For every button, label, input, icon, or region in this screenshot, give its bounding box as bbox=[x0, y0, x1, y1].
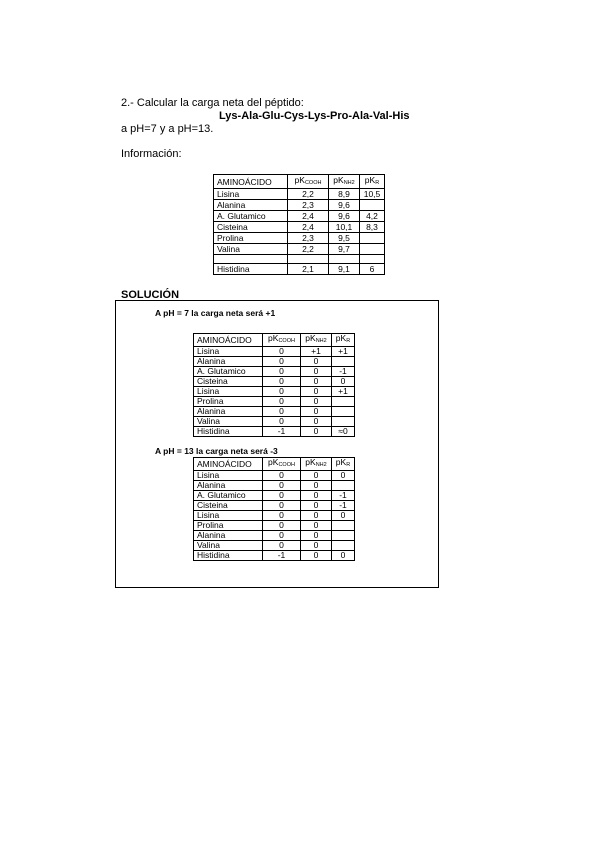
pk-cooh-cell: 2,2 bbox=[288, 244, 329, 255]
pk-nh2-cell: 8,9 bbox=[329, 189, 360, 200]
pk-nh2-cell: 0 bbox=[301, 521, 332, 531]
header-pk-cooh: $pK_{COOH}$ bbox=[263, 334, 301, 347]
pk-r-cell: 0 bbox=[332, 551, 355, 561]
pk-cooh-cell: 2,3 bbox=[288, 200, 329, 211]
pk-nh2-cell: 0 bbox=[301, 367, 332, 377]
question-line: 2.- Calcular la carga neta del péptido: bbox=[121, 97, 304, 109]
table-row bbox=[194, 541, 355, 551]
pk-cooh-cell: 0 bbox=[263, 407, 301, 417]
solution-heading: SOLUCIÓN bbox=[121, 289, 180, 301]
pk-r-cell: +1 bbox=[332, 347, 355, 357]
ph7-table bbox=[193, 333, 355, 437]
aminoacid-cell: A. Glutamico bbox=[194, 491, 263, 501]
pk-cooh-cell: 0 bbox=[263, 347, 301, 357]
header-pk-nh2: $pK_{NH2}$ bbox=[329, 175, 360, 189]
aminoacid-cell: Cisteina bbox=[194, 501, 263, 511]
pk-r-cell: 6 bbox=[360, 264, 385, 275]
table-row bbox=[194, 357, 355, 367]
pk-nh2-cell: 9,1 bbox=[329, 264, 360, 275]
aminoacid-cell: A. Glutamico bbox=[194, 367, 263, 377]
pk-cooh-cell: 0 bbox=[263, 357, 301, 367]
pk-nh2-cell: 9,5 bbox=[329, 233, 360, 244]
pk-nh2-cell: +1 bbox=[301, 347, 332, 357]
table-row bbox=[194, 427, 355, 437]
pk-nh2-cell: 0 bbox=[301, 397, 332, 407]
pk-cooh-cell: 0 bbox=[263, 531, 301, 541]
header-aminoacido: AMINOÁCIDO bbox=[194, 458, 263, 471]
aminoacid-cell: Histidina bbox=[214, 264, 288, 275]
info-table bbox=[213, 174, 385, 275]
pk-cooh-cell: 0 bbox=[263, 397, 301, 407]
pk-nh2-cell: 0 bbox=[301, 417, 332, 427]
header-pk-nh2: $pK_{NH2}$ bbox=[301, 458, 332, 471]
pk-r-cell bbox=[332, 531, 355, 541]
pk-r-cell: 8,3 bbox=[360, 222, 385, 233]
pk-r-cell: 0 bbox=[332, 377, 355, 387]
pk-r-cell bbox=[332, 407, 355, 417]
header-pk-nh2: $pK_{NH2}$ bbox=[301, 334, 332, 347]
pk-r-cell bbox=[332, 541, 355, 551]
pk-r-cell bbox=[332, 417, 355, 427]
table-row bbox=[194, 521, 355, 531]
pk-cooh-cell: 0 bbox=[263, 501, 301, 511]
pk-cooh-cell: 0 bbox=[263, 377, 301, 387]
pk-r-cell bbox=[332, 397, 355, 407]
table-row bbox=[194, 491, 355, 501]
table-row bbox=[214, 189, 385, 200]
aminoacid-cell: Prolina bbox=[214, 233, 288, 244]
header-aminoacido: AMINOÁCIDO bbox=[194, 334, 263, 347]
pk-nh2-cell: 0 bbox=[301, 427, 332, 437]
pk-cooh-cell: 0 bbox=[263, 417, 301, 427]
pk-cooh-cell: 0 bbox=[263, 481, 301, 491]
header-pk-cooh: $pK_{COOH}$ bbox=[263, 458, 301, 471]
table-spacer-row bbox=[214, 255, 385, 264]
pk-r-cell: 0 bbox=[332, 511, 355, 521]
table-row bbox=[194, 417, 355, 427]
aminoacid-cell: Alanina bbox=[214, 200, 288, 211]
aminoacid-cell: A. Glutamico bbox=[214, 211, 288, 222]
aminoacid-cell: Alanina bbox=[194, 407, 263, 417]
ph13-table bbox=[193, 457, 355, 561]
table-row bbox=[214, 200, 385, 211]
pk-cooh-cell: 0 bbox=[263, 471, 301, 481]
aminoacid-cell: Valina bbox=[214, 244, 288, 255]
pk-cooh-cell: 0 bbox=[263, 541, 301, 551]
table-row bbox=[194, 387, 355, 397]
ph13-header-row bbox=[194, 458, 355, 471]
table-row bbox=[194, 481, 355, 491]
aminoacid-cell: Lisina bbox=[194, 387, 263, 397]
pk-nh2-cell: 0 bbox=[301, 511, 332, 521]
header-pk-r: $pK_R$ bbox=[332, 458, 355, 471]
pk-cooh-cell: 2,1 bbox=[288, 264, 329, 275]
pk-nh2-cell: 0 bbox=[301, 387, 332, 397]
aminoacid-cell: Alanina bbox=[194, 357, 263, 367]
pk-nh2-cell: 0 bbox=[301, 531, 332, 541]
header-pk-r: $pK_R$ bbox=[332, 334, 355, 347]
pk-nh2-cell: 0 bbox=[301, 471, 332, 481]
pk-cooh-cell: 2,2 bbox=[288, 189, 329, 200]
table-row bbox=[214, 222, 385, 233]
table-row bbox=[214, 211, 385, 222]
pk-r-cell: -1 bbox=[332, 501, 355, 511]
aminoacid-cell: Prolina bbox=[194, 521, 263, 531]
header-aminoacido: AMINOÁCIDO bbox=[214, 175, 288, 189]
spacer-cell bbox=[214, 255, 288, 264]
table-row bbox=[214, 264, 385, 275]
table-row bbox=[194, 501, 355, 511]
aminoacid-cell: Lisina bbox=[194, 471, 263, 481]
aminoacid-cell: Prolina bbox=[194, 397, 263, 407]
table-row bbox=[194, 511, 355, 521]
pk-cooh-cell: 0 bbox=[263, 387, 301, 397]
table-row bbox=[194, 347, 355, 357]
pk-r-cell bbox=[332, 357, 355, 367]
info-header-row bbox=[214, 175, 385, 189]
aminoacid-cell: Histidina bbox=[194, 427, 263, 437]
pk-cooh-cell: 2,4 bbox=[288, 222, 329, 233]
aminoacid-cell: Alanina bbox=[194, 481, 263, 491]
pk-nh2-cell: 0 bbox=[301, 541, 332, 551]
table-row bbox=[194, 367, 355, 377]
aminoacid-cell: Valina bbox=[194, 417, 263, 427]
pk-cooh-cell: -1 bbox=[263, 427, 301, 437]
header-pk-r: $pK_R$ bbox=[360, 175, 385, 189]
spacer-cell bbox=[329, 255, 360, 264]
pk-nh2-cell: 0 bbox=[301, 377, 332, 387]
pk-nh2-cell: 0 bbox=[301, 491, 332, 501]
question-ph-line: a pH=7 y a pH=13. bbox=[121, 123, 214, 135]
table-row bbox=[214, 244, 385, 255]
aminoacid-cell: Histidina bbox=[194, 551, 263, 561]
pk-r-cell bbox=[332, 481, 355, 491]
aminoacid-cell: Valina bbox=[194, 541, 263, 551]
peptide-sequence: Lys-Ala-Glu-Cys-Lys-Pro-Ala-Val-His bbox=[219, 110, 410, 122]
header-pk-cooh: $pK_{COOH}$ bbox=[288, 175, 329, 189]
pk-nh2-cell: 0 bbox=[301, 551, 332, 561]
aminoacid-cell: Lisina bbox=[214, 189, 288, 200]
pk-nh2-cell: 0 bbox=[301, 501, 332, 511]
pk-r-cell bbox=[332, 521, 355, 531]
pk-nh2-cell: 9,6 bbox=[329, 200, 360, 211]
pk-nh2-cell: 9,7 bbox=[329, 244, 360, 255]
pk-r-cell bbox=[360, 244, 385, 255]
aminoacid-cell: Lisina bbox=[194, 511, 263, 521]
table-row bbox=[214, 233, 385, 244]
pk-r-cell bbox=[360, 200, 385, 211]
aminoacid-cell: Alanina bbox=[194, 531, 263, 541]
pk-nh2-cell: 0 bbox=[301, 357, 332, 367]
pk-r-cell: 10,5 bbox=[360, 189, 385, 200]
pk-r-cell: 4,2 bbox=[360, 211, 385, 222]
table-row bbox=[194, 397, 355, 407]
pk-nh2-cell: 10,1 bbox=[329, 222, 360, 233]
pk-cooh-cell: 2,4 bbox=[288, 211, 329, 222]
table-row bbox=[194, 377, 355, 387]
aminoacid-cell: Cisteina bbox=[194, 377, 263, 387]
pk-r-cell: ≈0 bbox=[332, 427, 355, 437]
pk-nh2-cell: 0 bbox=[301, 407, 332, 417]
aminoacid-cell: Lisina bbox=[194, 347, 263, 357]
pk-nh2-cell: 9,6 bbox=[329, 211, 360, 222]
ph7-header-row bbox=[194, 334, 355, 347]
pk-cooh-cell: 0 bbox=[263, 367, 301, 377]
pk-cooh-cell: -1 bbox=[263, 551, 301, 561]
spacer-cell bbox=[288, 255, 329, 264]
pk-cooh-cell: 2,3 bbox=[288, 233, 329, 244]
aminoacid-cell: Cisteina bbox=[214, 222, 288, 233]
pk-r-cell: 0 bbox=[332, 471, 355, 481]
pk-nh2-cell: 0 bbox=[301, 481, 332, 491]
ph7-title: A pH = 7 la carga neta será +1 bbox=[155, 308, 276, 318]
pk-r-cell bbox=[360, 233, 385, 244]
table-row bbox=[194, 551, 355, 561]
table-row bbox=[194, 407, 355, 417]
table-row bbox=[194, 531, 355, 541]
info-label: Información: bbox=[121, 148, 182, 160]
pk-cooh-cell: 0 bbox=[263, 511, 301, 521]
table-row bbox=[194, 471, 355, 481]
pk-cooh-cell: 0 bbox=[263, 521, 301, 531]
pk-r-cell: -1 bbox=[332, 491, 355, 501]
pk-r-cell: -1 bbox=[332, 367, 355, 377]
pk-r-cell: +1 bbox=[332, 387, 355, 397]
spacer-cell bbox=[360, 255, 385, 264]
pk-cooh-cell: 0 bbox=[263, 491, 301, 501]
ph13-title: A pH = 13 la carga neta será -3 bbox=[155, 446, 278, 456]
